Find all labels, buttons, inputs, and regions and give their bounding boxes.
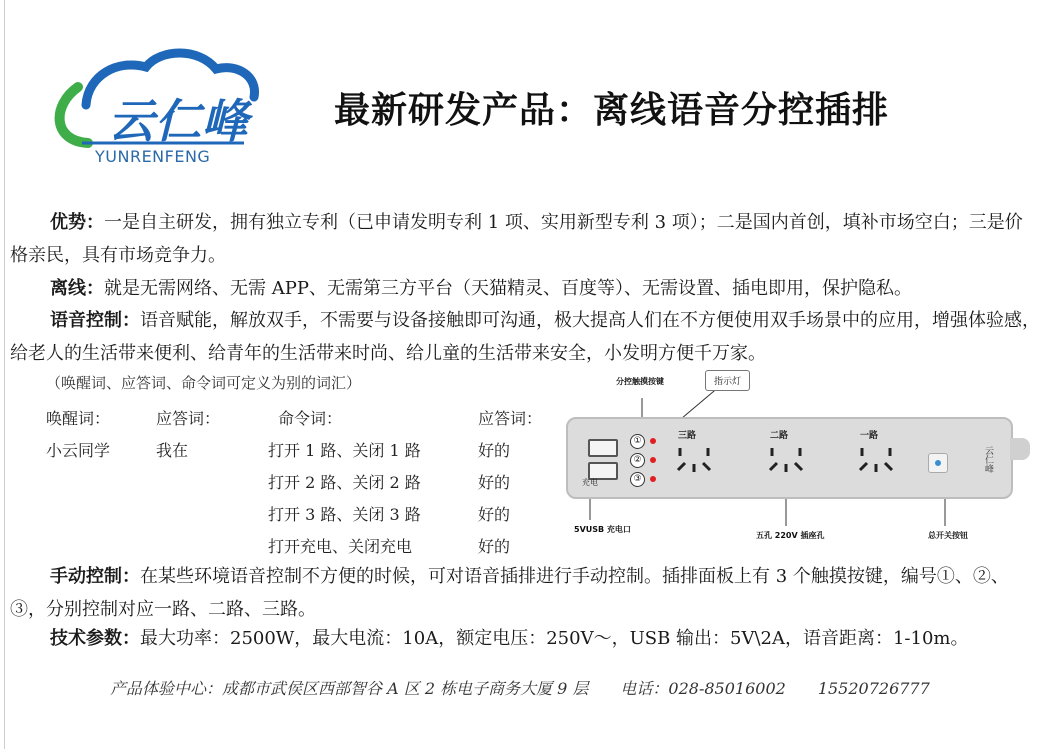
contact-footer: 产品体验中心：成都市武侯区西部智谷 A 区 2 栋电子商务大厦 9 层 电话：028-85016002 15520726777 bbox=[110, 679, 930, 698]
manual-control-text: 在某些环境语音控制不方便的时候，可对语音插排进行手动控制。插排面板上有 3 个触摸按键，编号①、②、③，分别控制对应一路、二路、三路。 bbox=[10, 566, 1009, 620]
usb-port-1 bbox=[588, 439, 618, 457]
wake-word-value: 小云同学 bbox=[46, 441, 111, 460]
command-row-3: 打开 3 路、关闭 3 路 bbox=[268, 505, 421, 524]
tech-params-paragraph bbox=[10, 622, 1040, 655]
usb-port-callout: 5VUSB 充电口 bbox=[574, 525, 631, 534]
indicator-callout: 指示灯 bbox=[705, 370, 750, 391]
command-row-4: 打开充电、关闭充电 bbox=[268, 537, 413, 556]
header-command-word: 命令词： bbox=[278, 409, 343, 428]
reply-row-4: 好的 bbox=[478, 537, 511, 556]
advantages-text: 一是自主研发，拥有独立专利（已申请发明专利 1 项、实用新型专利 3 项）；二是国内首创，填补市场空白；三是价格亲民，具有市场竞争力。 bbox=[10, 212, 1023, 266]
header-wake-word: 唤醒词： bbox=[46, 409, 111, 428]
reply-row-1: 好的 bbox=[478, 441, 511, 460]
touch-keys-callout: 分控触摸按键 bbox=[616, 377, 664, 386]
manual-control-label: 手动控制： bbox=[50, 566, 140, 587]
wake-reply-value: 我在 bbox=[156, 441, 189, 460]
header-reply-word: 应答词： bbox=[156, 409, 221, 428]
voice-control-paragraph bbox=[10, 304, 1040, 370]
master-switch-button bbox=[928, 453, 948, 473]
tech-params-label: 技术参数： bbox=[50, 628, 140, 649]
key-number-1: ① bbox=[630, 434, 645, 449]
outlet-label-3: 三路 bbox=[678, 431, 697, 441]
advantages-paragraph bbox=[10, 206, 1040, 272]
offline-label: 离线： bbox=[50, 278, 104, 299]
charge-label: 充电 bbox=[582, 478, 598, 487]
five-hole-socket-icon bbox=[854, 444, 900, 474]
offline-text: 就是无需网络、无需 APP、无需第三方平台（天猫精灵、百度等）、无需设置、插电即用，保护隐私。 bbox=[104, 278, 912, 299]
page-title: 最新研发产品：离线语音分控插排 bbox=[334, 90, 890, 131]
command-row-2: 打开 2 路、关闭 2 路 bbox=[268, 473, 421, 492]
reply-row-3: 好的 bbox=[478, 505, 511, 524]
reply-row-2: 好的 bbox=[478, 473, 511, 492]
page-left-border bbox=[4, 0, 5, 749]
company-logo bbox=[48, 45, 268, 175]
command-row-1: 打开 1 路、关闭 1 路 bbox=[268, 441, 421, 460]
outlet-label-1: 一路 bbox=[860, 431, 879, 441]
outlet-label-2: 二路 bbox=[770, 431, 789, 441]
offline-paragraph bbox=[10, 272, 1040, 305]
power-strip-diagram bbox=[560, 368, 1030, 553]
advantages-label: 优势： bbox=[50, 212, 104, 233]
five-hole-socket-icon bbox=[764, 444, 810, 474]
logo-subtitle: YUNRENFENG bbox=[95, 147, 211, 166]
five-hole-socket-icon bbox=[672, 444, 718, 474]
key-number-2: ② bbox=[630, 453, 645, 468]
indicator-led-3 bbox=[650, 476, 656, 482]
voice-control-label: 语音控制： bbox=[50, 310, 140, 331]
voice-control-text: 语音赋能，解放双手，不需要与设备接触即可沟通，极大提高人们在不方便使用双手场景中的应用，增强体验感，给老人的生活带来便利、给青年的生活带来时尚、给儿童的生活带来安全，小发明方便千万家。 bbox=[10, 310, 1040, 364]
indicator-led-2 bbox=[650, 457, 656, 463]
logo-wordmark: 云仁峰 bbox=[108, 94, 249, 148]
strip-brand-label: 云仁峰 bbox=[983, 446, 993, 473]
manual-control-paragraph bbox=[10, 560, 1040, 626]
key-number-3: ③ bbox=[630, 472, 645, 487]
socket-callout: 五孔 220V 插座孔 bbox=[756, 531, 825, 540]
master-switch-callout: 总开关按钮 bbox=[928, 531, 968, 540]
power-cord bbox=[1010, 438, 1030, 460]
indicator-led-1 bbox=[650, 438, 656, 444]
tech-params-text: 最大功率：2500W，最大电流：10A，额定电压：250V～，USB 输出：5V\2A，语音距离：1-10m。 bbox=[140, 628, 969, 649]
custom-words-note: （唤醒词、应答词、命令词可定义为别的词汇） bbox=[46, 374, 362, 392]
header-reply-word-2: 应答词： bbox=[478, 409, 543, 428]
